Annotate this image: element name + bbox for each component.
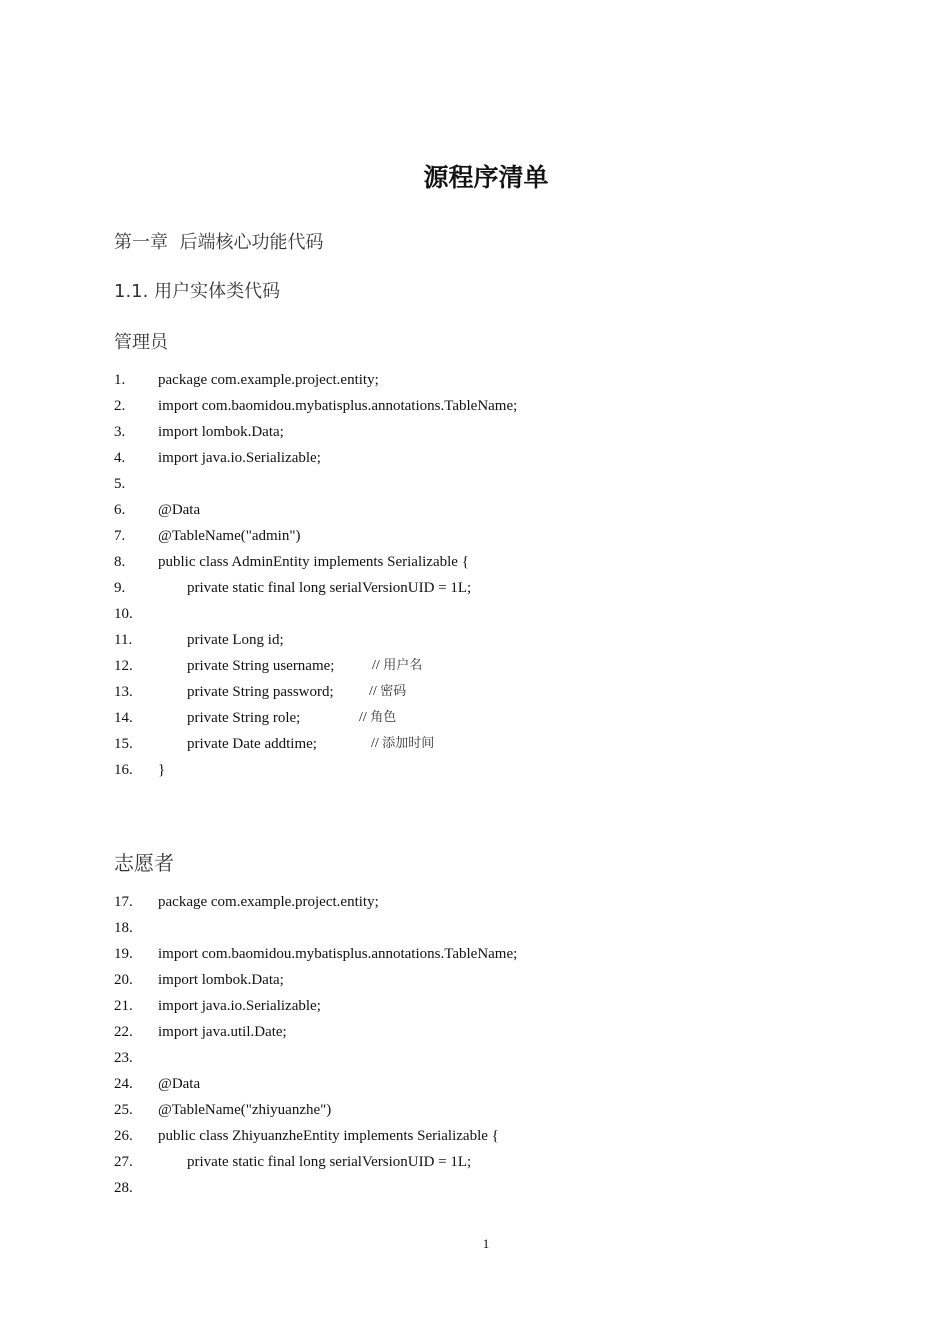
line-number: 8. xyxy=(114,554,126,570)
line-number: 26. xyxy=(114,1128,133,1144)
line-number: 23. xyxy=(114,1050,133,1066)
line-number: 7. xyxy=(114,528,126,544)
chapter-heading: 第一章 后端核心功能代码 xyxy=(114,232,324,253)
line-number: 21. xyxy=(114,998,133,1014)
code-text: private String password; xyxy=(187,684,334,700)
line-number: 3. xyxy=(114,424,126,440)
line-number: 6. xyxy=(114,502,126,518)
comment-marker: // xyxy=(369,684,377,699)
comment-marker: // xyxy=(359,710,367,725)
line-number: 2. xyxy=(114,398,126,414)
line-number: 27. xyxy=(114,1154,133,1170)
comment-text: 密码 xyxy=(380,684,407,699)
code-text: import lombok.Data; xyxy=(158,424,284,440)
code-text: @TableName("admin") xyxy=(158,528,301,544)
code-text: package com.example.project.entity; xyxy=(158,894,379,910)
code-text: private Date addtime; xyxy=(187,736,317,752)
code-text: @Data xyxy=(158,502,201,518)
code-text: package com.example.project.entity; xyxy=(158,372,379,388)
code-comment xyxy=(372,653,422,679)
line-number: 5. xyxy=(114,476,126,492)
line-number: 4. xyxy=(114,450,126,466)
line-number: 17. xyxy=(114,894,133,910)
code-text: import java.util.Date; xyxy=(158,1024,287,1040)
code-text: } xyxy=(158,762,166,778)
code-text: public class ZhiyuanzheEntity implements Serializable { xyxy=(158,1128,499,1144)
volunteer-subheading: 志愿者 xyxy=(114,851,174,875)
line-number: 12. xyxy=(114,658,133,674)
code-text: private static final long serialVersionUID = 1L; xyxy=(187,1154,472,1170)
line-number: 18. xyxy=(114,920,133,936)
code-text: private String username; xyxy=(187,658,335,674)
line-number: 20. xyxy=(114,972,133,988)
code-comment xyxy=(371,731,434,757)
line-number: 11. xyxy=(114,632,133,648)
line-number: 28. xyxy=(114,1180,133,1196)
line-number: 1. xyxy=(114,372,126,388)
line-number: 13. xyxy=(114,684,133,700)
document-title: 源程序清单 xyxy=(423,163,549,192)
line-number: 24. xyxy=(114,1076,133,1092)
line-number: 10. xyxy=(114,606,133,622)
page-number: 1 xyxy=(482,1236,490,1251)
line-number: 25. xyxy=(114,1102,133,1118)
comment-marker: // xyxy=(371,736,379,751)
section-heading: 1.1. 用户实体类代码 xyxy=(114,281,281,302)
code-text: import com.baomidou.mybatisplus.annotations.TableName; xyxy=(158,946,518,962)
code-text: @Data xyxy=(158,1076,201,1092)
code-comment xyxy=(359,705,396,731)
admin-subheading: 管理员 xyxy=(114,332,168,353)
code-text: private static final long serialVersionUID = 1L; xyxy=(187,580,472,596)
line-number: 15. xyxy=(114,736,133,752)
line-number: 16. xyxy=(114,762,133,778)
code-text: import com.baomidou.mybatisplus.annotations.TableName; xyxy=(158,398,518,414)
line-number: 19. xyxy=(114,946,133,962)
line-number: 22. xyxy=(114,1024,133,1040)
comment-marker: // xyxy=(372,658,380,673)
code-text: private Long id; xyxy=(187,632,284,648)
code-comment xyxy=(369,679,406,705)
line-number: 9. xyxy=(114,580,126,596)
comment-text: 用户名 xyxy=(383,658,423,673)
code-text: @TableName("zhiyuanzhe") xyxy=(158,1102,332,1118)
code-text: private String role; xyxy=(187,710,301,726)
code-text: public class AdminEntity implements Serializable { xyxy=(158,554,469,570)
comment-text: 添加时间 xyxy=(382,736,435,751)
code-text: import java.io.Serializable; xyxy=(158,450,321,466)
line-number: 14. xyxy=(114,710,133,726)
comment-text: 角色 xyxy=(370,710,397,725)
code-text: import java.io.Serializable; xyxy=(158,998,321,1014)
code-text: import lombok.Data; xyxy=(158,972,284,988)
